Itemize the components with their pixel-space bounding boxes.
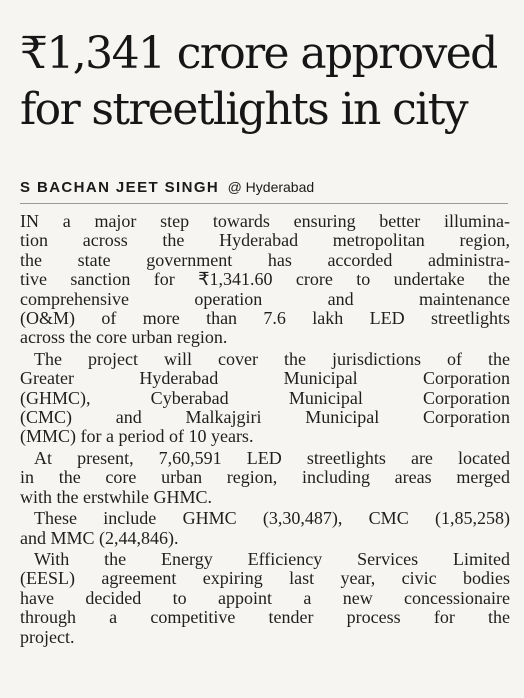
body-line: (MMC) for a period of 10 years. [20,426,254,447]
body-line: project. [20,626,75,647]
body-line: (GHMC), Cyberabad Municipal Corporation [20,387,510,408]
body-line: the state government has accorded administra- [20,249,510,270]
body-line: with the erstwhile GHMC. [20,486,212,507]
body-line: The project will cover the jurisdictions of the [34,348,510,369]
article-body [20,212,510,647]
body-line: tive sanction for ₹1,341.60 crore to undertake the [20,269,510,290]
paragraph-1 [20,212,510,348]
byline [20,177,500,197]
body-line: Greater Hyderabad Municipal Corporation [20,368,510,389]
paragraph-2 [20,350,510,447]
byline-divider [20,203,508,204]
headline [20,26,516,138]
headline-line: ₹1,341 crore approved [20,28,497,79]
headline-line: for streetlights in city [20,84,467,135]
body-line: and MMC (2,44,846). [20,527,179,548]
body-line: have decided to appoint a new concessionaire [20,587,510,608]
byline-location: @ Hyderabad [227,179,315,195]
body-line: across the core urban region. [20,327,228,348]
body-line: (O&M) of more than 7.6 lakh LED streetlights [20,308,510,329]
body-line: (CMC) and Malkajgiri Municipal Corporation [20,407,510,428]
body-line: IN a major step towards ensuring better illumina- [20,211,510,231]
body-line: (EESL) agreement expiring last year, civic bodies [20,568,510,589]
body-line: With the Energy Efficiency Services Limited [34,548,510,569]
body-line: through a competitive tender process for the [20,607,510,628]
byline-author: S BACHAN JEET SINGH [20,179,220,196]
body-line: tion across the Hyderabad metropolitan region, [20,230,510,251]
body-line: in the core urban region, including areas merged [20,467,510,488]
paragraph-3 [20,449,510,507]
body-line: At present, 7,60,591 LED streetlights are located [34,447,510,468]
body-line: comprehensive operation and maintenance [20,288,510,309]
paragraph-4 [20,509,510,548]
paragraph-5 [20,550,510,647]
body-line: These include GHMC (3,30,487), CMC (1,85,258) [34,508,510,529]
